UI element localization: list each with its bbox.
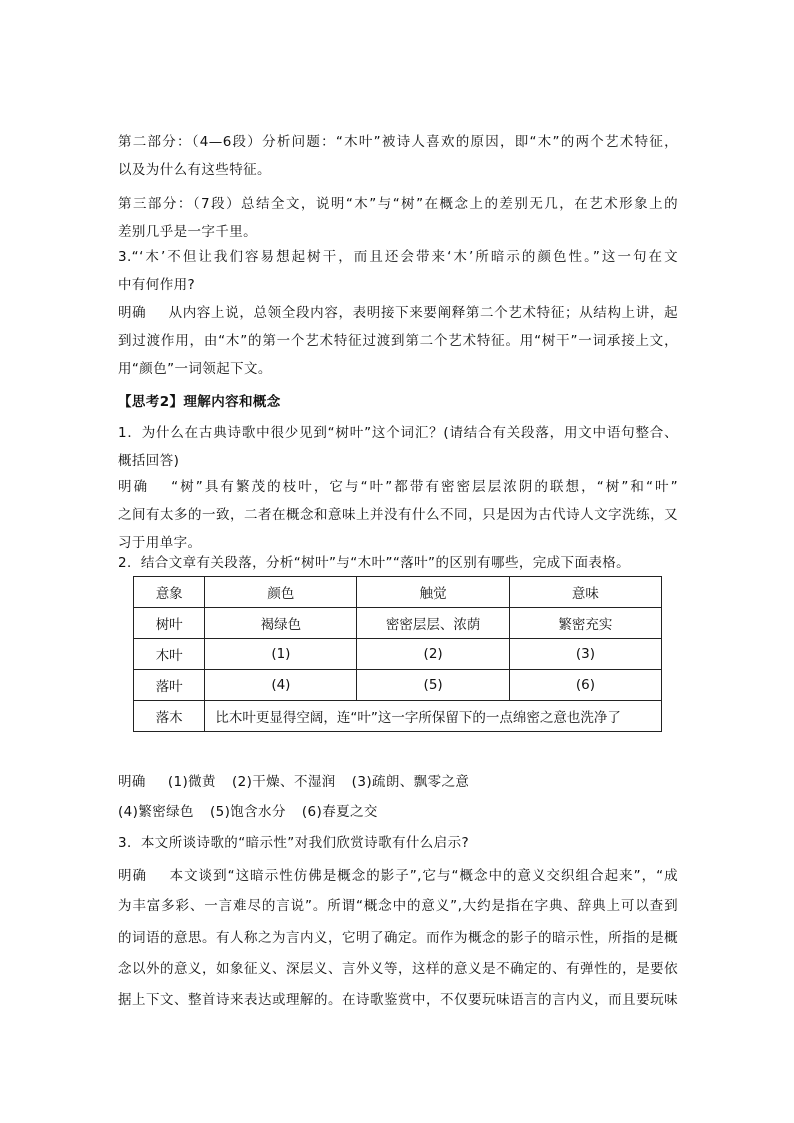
answer-label: 明确 bbox=[118, 305, 147, 321]
table-cell: 褐绿色 bbox=[205, 608, 357, 639]
answer-3b-line-1 bbox=[118, 862, 678, 890]
table-cell: (4) bbox=[205, 670, 357, 701]
question-1-line-2: 概括回答) bbox=[118, 453, 180, 469]
table-cell-merged: 比木叶更显得空阔，连“叶”这一字所保留下的一点绵密之意也洗净了 bbox=[205, 701, 662, 732]
think-2-heading: 【思考2】理解内容和概念 bbox=[118, 394, 281, 410]
table-cell: 树叶 bbox=[134, 608, 205, 639]
table-header-cell: 触觉 bbox=[357, 577, 509, 608]
table-cell: 繁密充实 bbox=[509, 608, 661, 639]
question-2-line-1: 2．结合文章有关段落，分析“树叶”与“木叶”“落叶”的区别有哪些，完成下面表格。 bbox=[118, 555, 631, 571]
answer-text: 从内容上说，总领全段内容，表明接下来要阐释第二个艺术特征；从结构上讲，起 bbox=[168, 305, 678, 321]
answer-3-line-3: 用“颜色”一词领起下文。 bbox=[118, 361, 272, 377]
question-3-line-2: 中有何作用? bbox=[118, 277, 196, 293]
table-cell: 木叶 bbox=[134, 639, 205, 670]
part2-line-2: 以及为什么有这些特征。 bbox=[118, 162, 271, 178]
table-row bbox=[134, 701, 662, 732]
answer-label: 明确 bbox=[118, 774, 146, 790]
answer-3b-line-4: 念以外的意义，如象征义、深层义、言外义等，这样的意义是不确定的、有弹性的，是要依 bbox=[118, 961, 678, 977]
table-cell: (6) bbox=[509, 670, 661, 701]
table-row bbox=[134, 639, 662, 670]
answer-item: (5)饱含水分 bbox=[209, 804, 286, 820]
table-cell: (5) bbox=[357, 670, 509, 701]
answer-item: (2)干燥、不湿润 bbox=[231, 774, 336, 790]
answer-1-line-2: 之间有太多的一致，二者在概念和意味上并没有什么不同，只是因为古代诗人文字洗练，又 bbox=[118, 507, 678, 523]
table-header-cell: 意象 bbox=[134, 577, 205, 608]
answer-item: (1)微黄 bbox=[167, 774, 216, 790]
answer-1-line-3: 习于用单字。 bbox=[118, 535, 202, 551]
answer-text: “树”具有繁茂的枝叶，它与“叶”都带有密密层层浓阴的联想，“树”和“叶” bbox=[171, 479, 678, 495]
answer-item: (4)繁密绿色 bbox=[118, 804, 194, 820]
part3-line-2: 差别几乎是一字千里。 bbox=[118, 224, 257, 240]
answer-item: (6)春夏之交 bbox=[301, 804, 378, 820]
table-cell: (3) bbox=[509, 639, 661, 670]
table-header-cell: 颜色 bbox=[205, 577, 357, 608]
table-cell: 落叶 bbox=[134, 670, 205, 701]
answer-3b-line-3: 的词语的意思。有人称之为言内义，它明了确定。而作为概念的影子的暗示性，所指的是概 bbox=[118, 930, 678, 946]
part2-line-1: 第二部分：（4—6段）分析问题：“木叶”被诗人喜欢的原因，即“木”的两个艺术特征， bbox=[118, 134, 678, 150]
table-header-cell: 意味 bbox=[509, 577, 661, 608]
question-3b-line-1: 3．本文所谈诗歌的“暗示性”对我们欣赏诗歌有什么启示? bbox=[118, 835, 470, 851]
table-row bbox=[134, 670, 662, 701]
table-cell: (2) bbox=[357, 639, 509, 670]
table-cell: (1) bbox=[205, 639, 357, 670]
answer-2-line-2 bbox=[118, 798, 678, 826]
answer-2-line-1 bbox=[118, 768, 678, 796]
answer-label: 明确 bbox=[118, 868, 148, 884]
answer-label: 明确 bbox=[118, 479, 150, 495]
question-3-line-1: 3.“‘木’不但让我们容易想起树干，而且还会带来‘木’所暗示的颜色性。”这一句在文 bbox=[118, 249, 678, 265]
part3-line-1: 第三部分：（7段）总结全文，说明“木”与“树”在概念上的差别无几，在艺术形象上的 bbox=[118, 196, 678, 212]
table-cell: 密密层层、浓荫 bbox=[357, 608, 509, 639]
answer-3b-line-5: 据上下文、整首诗来表达或理解的。在诗歌鉴赏中，不仅要玩味语言的言内义，而且要玩味 bbox=[118, 992, 678, 1008]
question-1-line-1: 1．为什么在古典诗歌中很少见到“树叶”这个词汇？(请结合有关段落，用文中语句整合、 bbox=[118, 425, 678, 441]
table-cell: 落木 bbox=[134, 701, 205, 732]
answer-3-line-1 bbox=[118, 299, 678, 327]
answer-1-line-1 bbox=[118, 473, 678, 501]
answer-text: 本文谈到“这暗示性仿佛是概念的影子”,它与“概念中的意义交织组合起来”，“成 bbox=[169, 868, 678, 884]
answer-3b-line-2: 为丰富多彩、一言难尽的言说”。所谓“概念中的意义”,大约是指在字典、辞典上可以查到 bbox=[118, 898, 678, 914]
answer-3-line-2: 到过渡作用，由“木”的第一个艺术特征过渡到第二个艺术特征。用“树干”一词承接上文， bbox=[118, 333, 678, 349]
table-header-row bbox=[134, 577, 662, 608]
imagery-comparison-table bbox=[133, 576, 662, 732]
answer-item: (3)疏朗、飘零之意 bbox=[351, 774, 470, 790]
table-row bbox=[134, 608, 662, 639]
